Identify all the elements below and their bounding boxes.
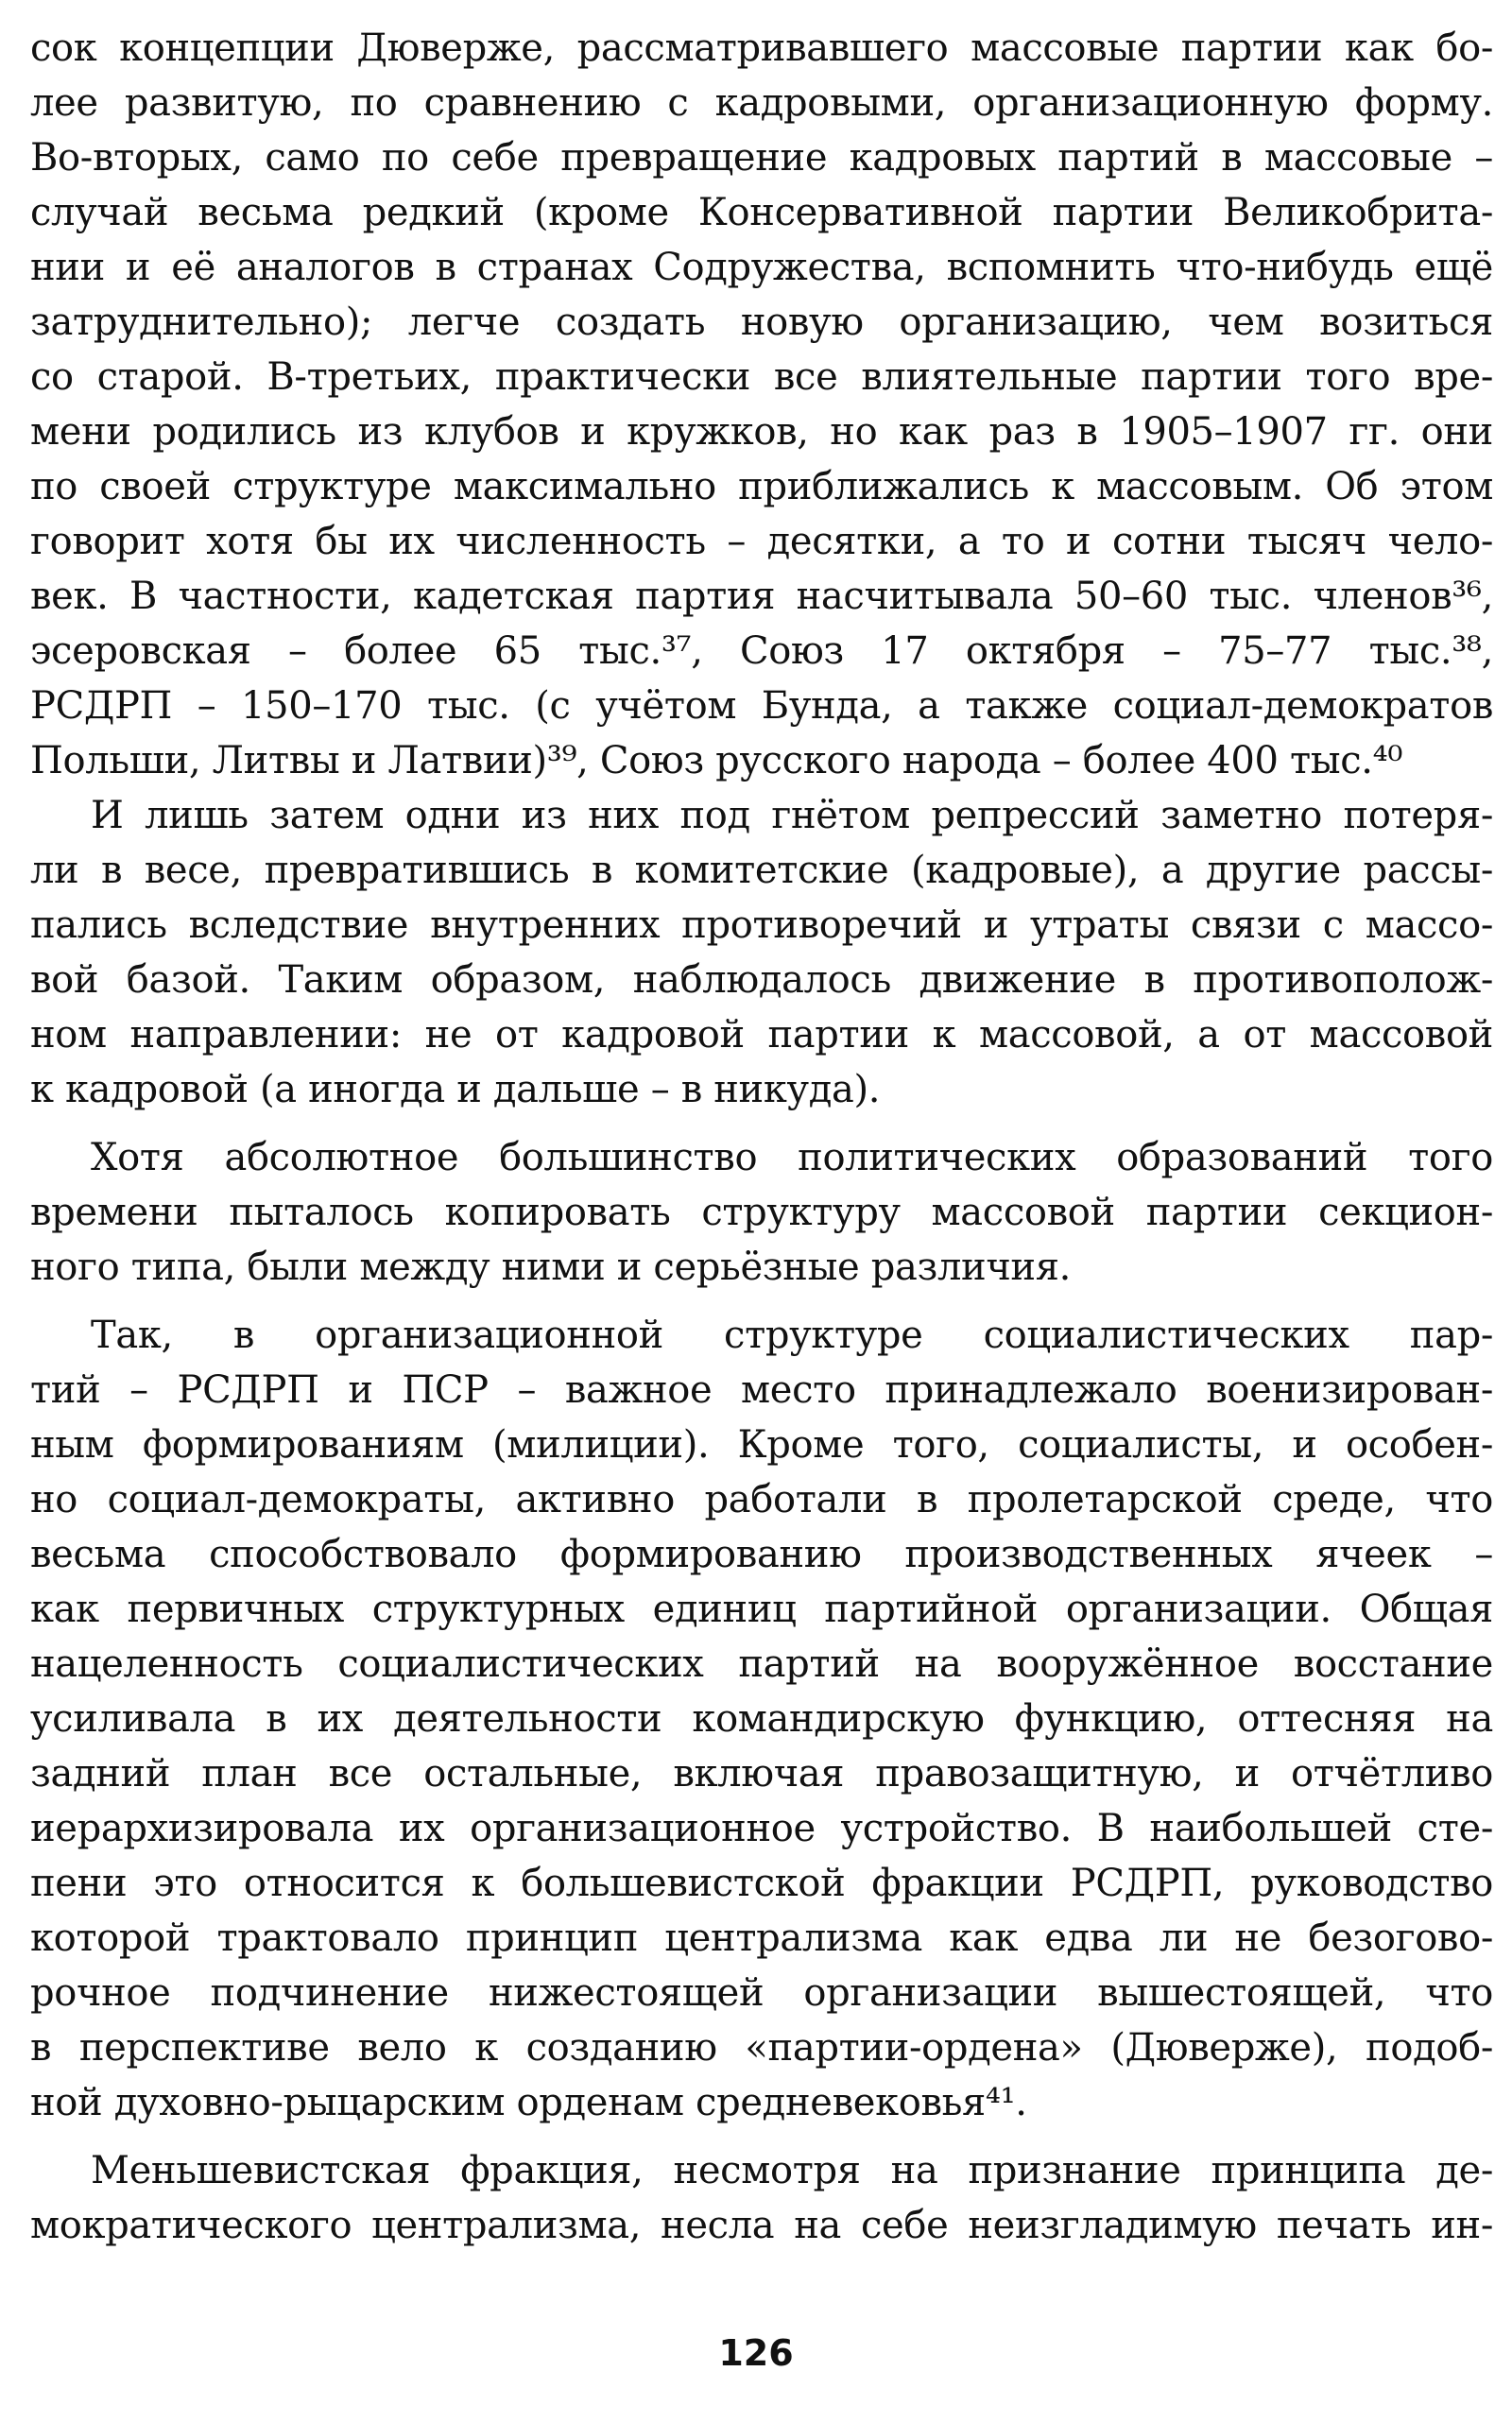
text-line: И лишь затем одни из них под гнётом репрессий заметно потеря- <box>91 794 1493 837</box>
text-line: нии и её аналогов в странах Содружества, вспомнить что-нибудь ещё <box>30 246 1493 289</box>
text-line: Меньшевистская фракция, несмотря на признание принципа де- <box>91 2149 1493 2192</box>
text-line: ном направлении: не от кадровой партии к массовой, а от массовой <box>30 1013 1493 1057</box>
text-line: Польши, Литвы и Латвии)³⁹, Союз русского народа – более 400 тыс.⁴⁰ <box>30 739 1403 782</box>
text-line: пались вследствие внутренних противоречий и утраты связи с массо- <box>30 903 1493 947</box>
text-line: век. В частности, кадетская партия насчитывала 50–60 тыс. членов³⁶, <box>30 575 1493 618</box>
text-line: тий – РСДРП и ПСР – важное место принадлежало военизирован- <box>30 1368 1493 1412</box>
text-line: ного типа, были между ними и серьёзные различия. <box>30 1246 1071 1289</box>
text-line: как первичных структурных единиц партийной организации. Общая <box>30 1588 1493 1631</box>
text-line: мени родились из клубов и кружков, но как раз в 1905–1907 гг. они <box>30 410 1493 454</box>
text-line: рочное подчинение нижестоящей организации вышестоящей, что <box>30 1971 1493 2015</box>
text-line: мократического централизма, несла на себе неизгладимую печать ин- <box>30 2204 1493 2247</box>
text-line: которой трактовало принцип централизма как едва ли не безогово- <box>30 1916 1493 1960</box>
text-line: задний план все остальные, включая правозащитную, и отчётливо <box>30 1752 1493 1796</box>
text-line: случай весьма редкий (кроме Консервативной партии Великобрита- <box>30 191 1493 234</box>
text-line: по своей структуре максимально приближались к массовым. Об этом <box>30 465 1493 508</box>
text-line: РСДРП – 150–170 тыс. (с учётом Бунда, а также социал-демократов <box>30 684 1493 728</box>
text-line: эсеровская – более 65 тыс.³⁷, Союз 17 октября – 75–77 тыс.³⁸, <box>30 629 1493 673</box>
text-line: вой базой. Таким образом, наблюдалось движение в противополож- <box>30 958 1493 1002</box>
text-line: иерархизировала их организационное устройство. В наибольшей сте- <box>30 1807 1493 1850</box>
text-line: к кадровой (а иногда и дальше – в никуда). <box>30 1068 881 1111</box>
text-line: ли в весе, превратившись в комитетские (кадровые), а другие рассы- <box>30 849 1493 892</box>
text-line: Хотя абсолютное большинство политических образований того <box>91 1136 1493 1179</box>
text-line: со старой. В-третьих, практически все влиятельные партии того вре- <box>30 355 1493 399</box>
text-line: нацеленность социалистических партий на вооружённое восстание <box>30 1642 1493 1686</box>
text-line: сок концепции Дюверже, рассматривавшего массовые партии как бо- <box>30 26 1493 70</box>
page-number: 126 <box>718 2332 794 2374</box>
text-line: лее развитую, по сравнению с кадровыми, организационную форму. <box>30 81 1493 125</box>
text-line: затруднительно); легче создать новую организацию, чем возиться <box>30 301 1493 344</box>
text-line: но социал-демократы, активно работали в пролетарской среде, что <box>30 1478 1493 1521</box>
text-line: ным формированиям (милиции). Кроме того, социалисты, и особен- <box>30 1423 1493 1467</box>
text-line: ной духовно-рыцарским орденам средневековья⁴¹. <box>30 2081 1027 2124</box>
text-line: в перспективе вело к созданию «партии-ордена» (Дюверже), подоб- <box>30 2026 1493 2070</box>
text-line: пени это относится к большевистской фракции РСДРП, руководство <box>30 1862 1493 1905</box>
text-line: времени пыталось копировать структуру массовой партии секцион- <box>30 1191 1493 1234</box>
text-line: усиливала в их деятельности командирскую функцию, оттесняя на <box>30 1697 1493 1741</box>
text-line: Во-вторых, само по себе превращение кадровых партий в массовые – <box>30 136 1493 180</box>
page-body-text <box>30 21 1493 2253</box>
text-line: весьма способствовало формированию производственных ячеек – <box>30 1533 1493 1576</box>
text-line: говорит хотя бы их численность – десятки, а то и сотни тысяч чело- <box>30 520 1493 563</box>
text-line: Так, в организационной структуре социалистических пар- <box>91 1314 1493 1357</box>
